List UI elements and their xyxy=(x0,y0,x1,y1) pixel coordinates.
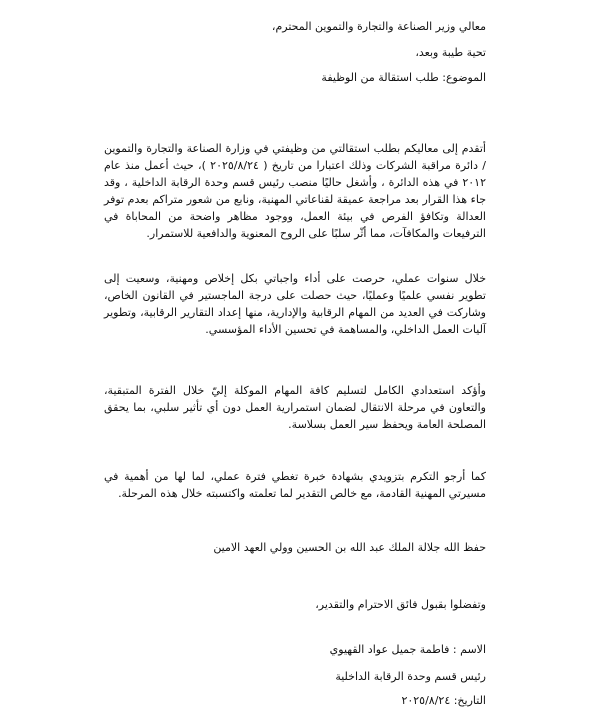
addressee-line: معالي وزير الصناعة والتجارة والتموين المحترم، xyxy=(271,20,486,33)
blessing-line: حفظ الله جلالة الملك عبد الله بن الحسين وولي العهد الامين xyxy=(213,541,486,554)
greeting-line: تحية طيبة وبعد، xyxy=(415,46,486,59)
closing-line: وتفضلوا بقبول فائق الاحترام والتقدير، xyxy=(315,598,486,611)
signature-date: التاريخ: ٢٠٢٥/٨/٢٤ xyxy=(401,694,486,707)
paragraph-handover: وأؤكد استعدادي الكامل لتسليم كافة المهام الموكلة إليّ خلال الفترة المتبقية، والتعاون في مرحلة الانتقال لضمان استمرارية العمل دون أي تأثير سلبي، بما يحقق المصلحة العامة ويحفظ سير العمل بسلاسة. xyxy=(104,384,486,431)
paragraph-resignation-request: أتقدم إلى معاليكم بطلب استقالتي من وظيفتي في وزارة الصناعة والتجارة والتموين / دائرة مراقبة الشركات وذلك اعتبارا من تاريخ ( ٢٠٢٥/٨/٢٤ )، حيث أعمل منذ عام ٢٠١٢ في هذه الدائرة ، وأشغل حاليًا منصب رئيس قسم وحدة الرقابة الداخلية ، وقد جاء هذا القرار بعد مراجعة عميقة لقناعاتي المهنية، ونابع من شعور متراكم بعدم توفر العدالة وتكافؤ الفرص في بيئة العمل، ووجود مظاهر واضحة من المحاباة في الترفيعات والمكافآت، مما أثّر سلبًا على الروح المعنوية والدافعية للاستمرار. xyxy=(104,142,486,240)
subject-line: الموضوع: طلب استقالة من الوظيفة xyxy=(321,71,486,84)
paragraph-career-summary: خلال سنوات عملي، حرصت على أداء واجباتي بكل إخلاص ومهنية، وسعيت إلى تطوير نفسي علميًا وعمليًا، حيث حصلت على درجة الماجستير في القانون الخاص، وشاركت في العديد من المهام الرقابية والإدارية، منها إعداد التقارير الرقابية، وتطوير آليات العمل الداخلي، والمساهمة في تحسين الأداء المؤسسي. xyxy=(104,272,486,336)
signature-name: الاسم : فاطمة جميل عواد القهيوي xyxy=(329,643,486,656)
paragraph-certificate-request: كما أرجو التكرم بتزويدي بشهادة خبرة تغطي فترة عملي، لما لها من أهمية في مسيرتي المهنية القادمة، مع خالص التقدير لما تعلمته واكتسبته خلال هذه المرحلة. xyxy=(104,470,486,500)
signature-title: رئيس قسم وحدة الرقابة الداخلية xyxy=(335,670,486,683)
